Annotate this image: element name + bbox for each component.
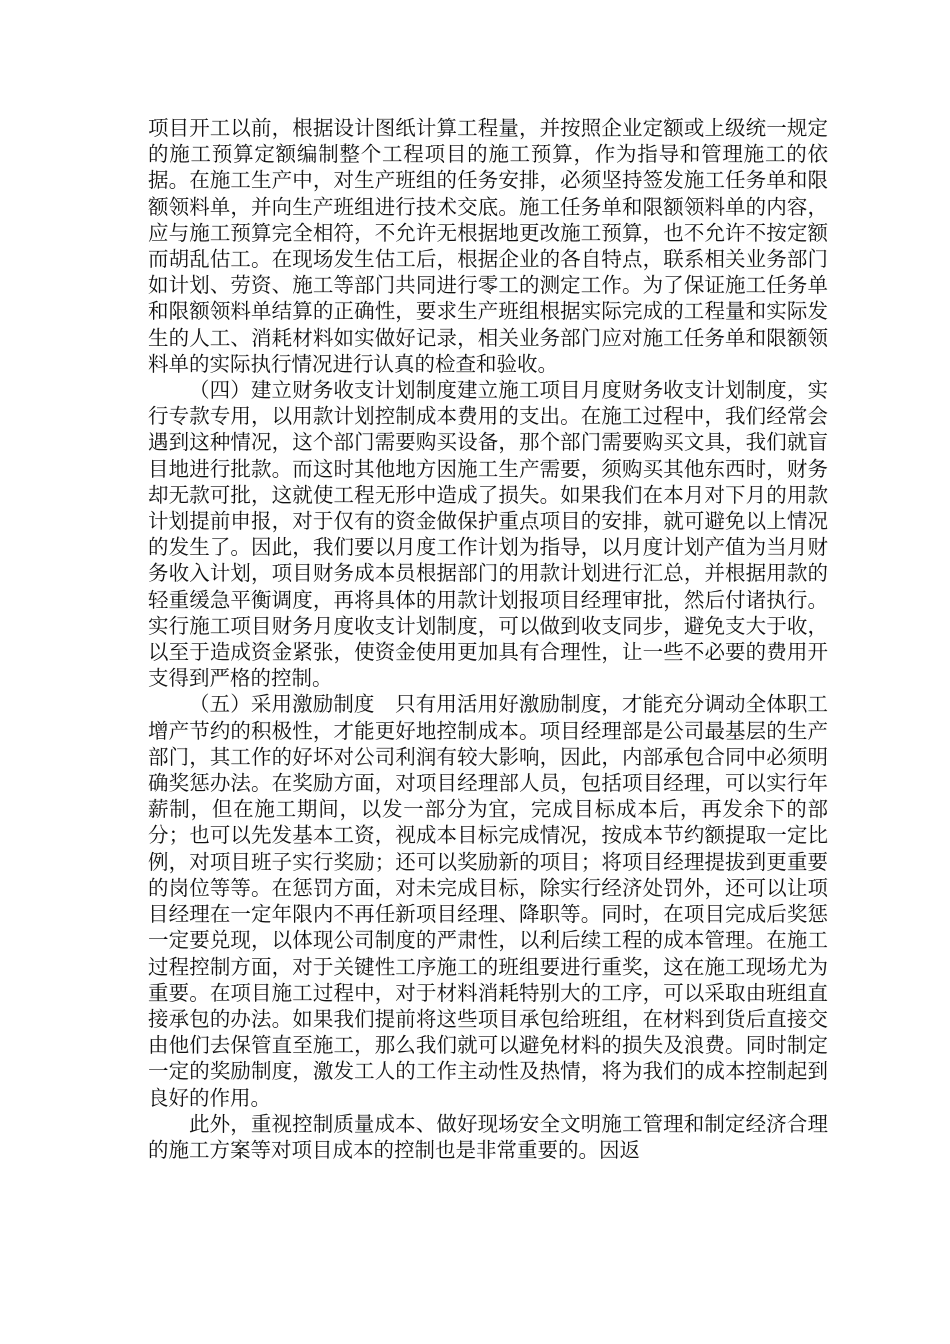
- paragraph-financial-plan: （四）建立财务收支计划制度建立施工项目月度财务收支计划制度，实行专款专用，以用款计划控制成本费用的支出。在施工过程中，我们经常会遇到这种情况，这个部门需要购买设备，那个部门需要购买文具，我们就盲目地进行批款。而这时其他地方因施工生产需要，须购买其他东西时，财务却无款可批，这就使工程无形中造成了损失。如果我们在本月对下月的用款计划提前申报，对于仅有的资金做保护重点项目的安排，就可避免以上情况的发生了。因此，我们要以月度工作计划为指导，以月度计划产值为当月财务收入计划，项目财务成本员根据部门的用款计划进行汇总，并根据用款的轻重缓急平衡调度，再将具体的用款计划报项目经理审批，然后付诸执行。实行施工项目财务月度收支计划制度，可以做到收支同步，避免支大于收，以至于造成资金紧张，使资金使用更加具有合理性，让一些不必要的费用开支得到严格的控制。: [148, 378, 828, 691]
- paragraph-task-orders: 项目开工以前，根据设计图纸计算工程量，并按照企业定额或上级统一规定的施工预算定额编制整个工程项目的施工预算，作为指导和管理施工的依据。在施工生产中，对生产班组的任务安排，必须坚持签发施工任务单和限额领料单，并向生产班组进行技术交底。施工任务单和限额领料单的内容，应与施工预算完全相符，不允许无根据地更改施工预算，也不允许不按定额而胡乱估工。在现场发生估工后，根据企业的各自特点，联系相关业务部门如计划、劳资、施工等部门共同进行零工的测定工作。为了保证施工任务单和限额领料单结算的正确性，要求生产班组根据实际完成的工程量和实际发生的人工、消耗材料如实做好记录，相关业务部门应对施工任务单和限额领料单的实际执行情况进行认真的检查和验收。: [148, 116, 828, 376]
- paragraph-additional-notes: 此外，重视控制质量成本、做好现场安全文明施工管理和制定经济合理的施工方案等对项目成本的控制也是非常重要的。因返: [148, 1111, 828, 1162]
- paragraph-incentive-system: （五）采用激励制度 只有用活用好激励制度，才能充分调动全体职工增产节约的积极性，才能更好地控制成本。项目经理部是公司最基层的生产部门，其工作的好坏对公司利润有较大影响，因此，内部承包合同中必须明确奖惩办法。在奖励方面，对项目经理部人员，包括项目经理，可以实行年薪制，但在施工期间，以发一部分为宜，完成目标成本后，再发余下的部分；也可以先发基本工资，视成本目标完成情况，按成本节约额提取一定比例，对项目班子实行奖励；还可以奖励新的项目；将项目经理提拔到更重要的岗位等等。在惩罚方面，对未完成目标，除实行经济处罚外，还可以让项目经理在一定年限内不再任新项目经理、降职等。同时，在项目完成后奖惩一定要兑现，以体现公司制度的严肃性，以利后续工程的成本管理。在施工过程控制方面，对于关键性工序施工的班组要进行重奖，这在施工现场尤为重要。在项目施工过程中，对于材料消耗特别大的工序，可以采取由班组直接承包的办法。如果我们提前将这些项目承包给班组，在材料到货后直接交由他们去保管直至施工，那么我们就可以避免材料的损失及浪费。同时制定一定的奖励制度，激发工人的工作主动性及热情，将为我们的成本控制起到良好的作用。: [148, 692, 828, 1110]
- document-body: [148, 115, 828, 1163]
